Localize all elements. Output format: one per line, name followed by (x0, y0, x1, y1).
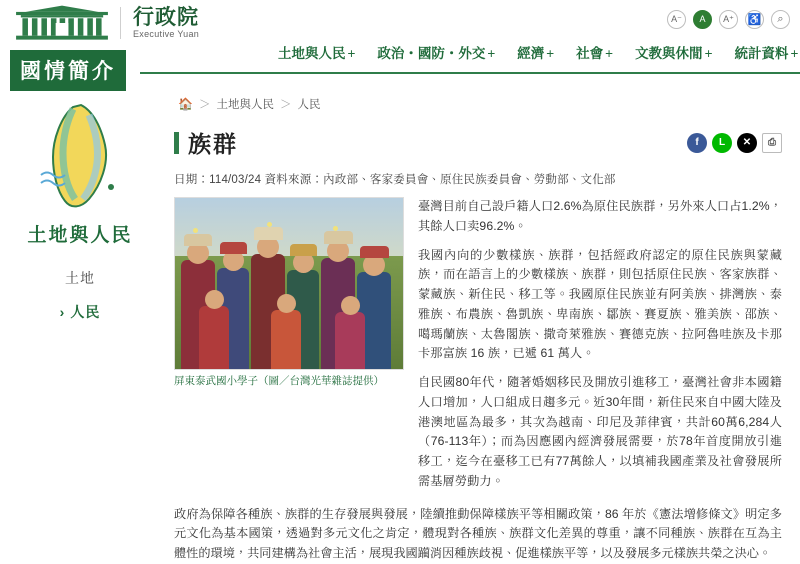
breadcrumb (174, 96, 782, 112)
paragraph-4: 政府為保障各種族、族群的生存發展與發展，陸續推動保障樣族平等相關政策，86 年於《憲法增修條文》明定多元文化為基本國策，透過對多元文化之肯定，體現對各種族、族群文化差異的尊重，讓不同種族、族群在互為主體性的環境，共同建構為社會主活，展現我國躏消因種族歧視、促進樣族平等，以及發展多元樣族共榮之決心。 (174, 506, 782, 561)
indigenous-children-photo (174, 197, 404, 370)
nav-label: 社會 (576, 46, 604, 61)
nav-item-politics[interactable] (377, 42, 495, 62)
taiwan-map-icon (0, 98, 160, 216)
nav-item-land-people[interactable] (278, 42, 355, 62)
nav-plus-icon: + (790, 46, 799, 61)
nav-label: 文教與休閒 (635, 46, 703, 61)
nav-plus-icon: + (487, 46, 496, 61)
sidebar (0, 84, 160, 564)
sidebar-item-people[interactable]: › 人民 (0, 295, 160, 329)
nav-item-statistics[interactable] (734, 42, 798, 62)
print-button[interactable]: ⎙ (762, 133, 782, 153)
agency-name-en: Executive Yuan (133, 29, 200, 39)
content-columns (174, 197, 782, 501)
figure (174, 197, 404, 501)
breadcrumb-separator: ＞ (279, 99, 292, 111)
breadcrumb-separator: ＞ (198, 99, 211, 111)
sidebar-item-land[interactable]: 土地 (65, 270, 95, 286)
nav-item-society[interactable] (576, 42, 613, 62)
search-icon[interactable]: ⌕ (771, 10, 790, 29)
page-meta: 日期：114/03/24 資料來源：內政部、客家委員會、原住民族委員會、勞動部、文化部 (174, 174, 616, 186)
paragraph-2: 我國內向的少數樣族、族群，包括經政府認定的原住民族與蒙藏族，而在語言上的少數樣族、族群，則包括原住民族、客家族群、蒙藏族、新住民、移工等。我國原住民族並有阿美族、排灣族、泰雅族、布農族、魯凱族、卑南族、鄒族、賽夏族、雅美族、邵族、噶瑪蘭族、太魯閣族、撒奇萊雅族、賽德克族、拉阿魯哇族及卡那卡那富族 16 族，已遞 61 萬人。 (418, 247, 782, 361)
nav-plus-icon: + (546, 46, 555, 61)
government-building-icon (14, 4, 110, 42)
font-large-button[interactable]: A⁺ (719, 10, 738, 29)
sidebar-menu (0, 261, 160, 329)
main-nav (278, 42, 798, 62)
nav-plus-icon: + (347, 46, 356, 61)
paragraph-1: 臺灣目前自己設戶籍人口2.6%為原住民族群，另外來人口占1.2%，其餘人口卖96.2%。 (418, 199, 782, 233)
line-share-button[interactable]: L (712, 133, 732, 153)
nav-item-culture-leisure[interactable] (635, 42, 712, 62)
facebook-share-button[interactable]: f (687, 133, 707, 153)
sidebar-title: 土地與人民 (27, 225, 133, 246)
nav-item-economy[interactable] (517, 42, 554, 62)
share-bar (687, 133, 782, 153)
font-small-button[interactable]: A⁻ (667, 10, 686, 29)
agency-name-zh: 行政院 (133, 6, 199, 29)
page-title: 族群 (174, 126, 238, 159)
paragraph-3: 自民國80年代，隨著婚姻移民及開放引進移工，臺灣社會非本國籍人口增加，人口組成日趨多元。近30年間，新住民來自中國大陸及港澳地區為最多，其次為越南、印尼及菲律賓，共計60萬6,284人（76-113年）；而為因應國內經濟發展需要，於78年首度開放引進移工，迄今在臺移工已有77萬餘人，以填補我國產業及社會發展所需基層勞動力。 (418, 375, 782, 488)
site-title-tag[interactable]: 國情簡介 (10, 50, 126, 91)
breadcrumb-item-people[interactable]: 人民 (297, 99, 321, 111)
nav-label: 經濟 (517, 46, 545, 61)
home-icon[interactable]: 🏠 (178, 97, 193, 111)
nav-label: 政治・國防・外交 (377, 46, 486, 61)
main-content (160, 84, 800, 564)
breadcrumb-item-land-people[interactable]: 土地與人民 (216, 99, 274, 111)
font-medium-button[interactable]: A (693, 10, 712, 29)
title-row (174, 126, 782, 159)
nav-label: 土地與人民 (278, 46, 346, 61)
nav-plus-icon: + (704, 46, 713, 61)
page-body (0, 84, 800, 564)
nav-divider (140, 72, 800, 74)
figure-caption: 屏東泰武國小學子（圖／台灣光華雜誌提供） (174, 375, 384, 387)
nav-plus-icon: + (605, 46, 614, 61)
accessibility-icon[interactable]: ♿ (745, 10, 764, 29)
article-body (418, 197, 782, 501)
x-share-button[interactable]: ✕ (737, 133, 757, 153)
agency-logo[interactable] (14, 4, 199, 42)
nav-label: 統計資料 (734, 46, 789, 61)
